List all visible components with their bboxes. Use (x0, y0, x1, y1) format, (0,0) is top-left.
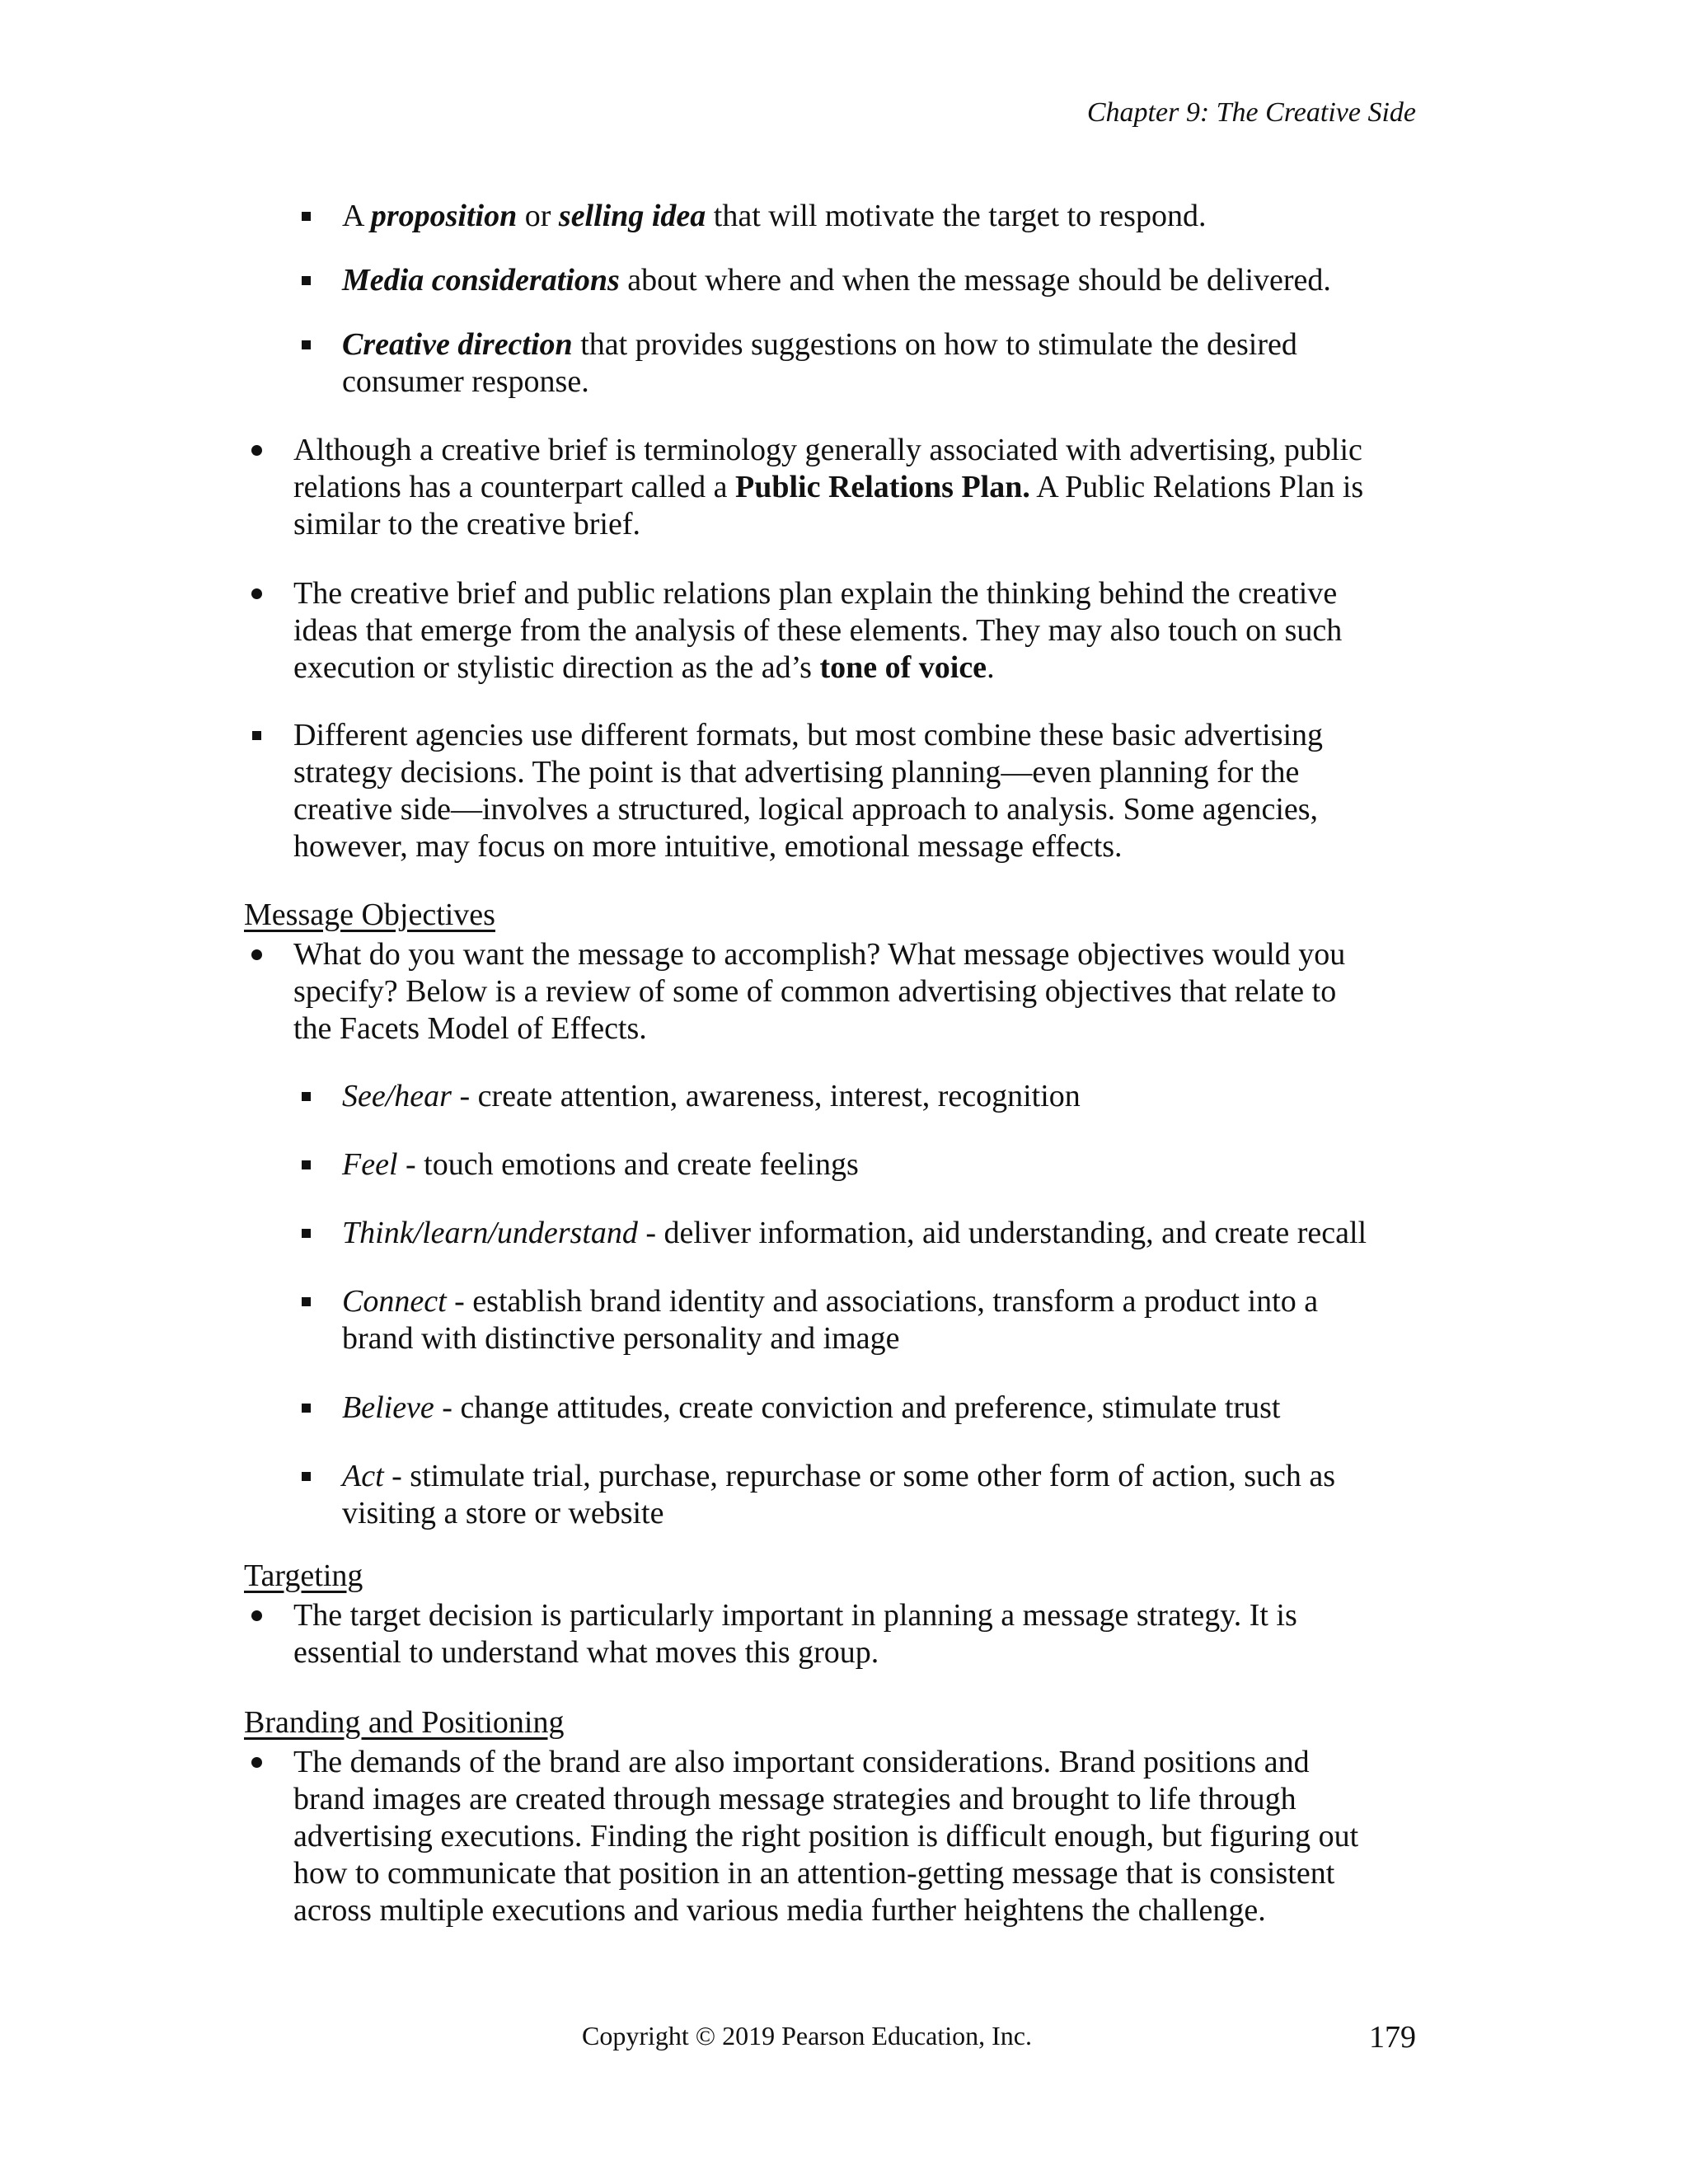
page-number: 179 (1369, 2020, 1416, 2055)
list-item-text: The demands of the brand are also important considerations. Brand positions and brand images are created through message strategies and brought to life through advertising executions. Finding the right position is difficult enough, but figuring out how to communicate that position in an attention-getting message that is consistent across multiple executions and various media further heightens the challenge. (293, 1745, 1359, 1928)
copyright-notice: Copyright © 2019 Pearson Education, Inc. (582, 2021, 1032, 2050)
list-item-text: A proposition or selling idea that will motivate the target to respond. (342, 199, 1207, 233)
section-heading: Message Objectives (244, 898, 495, 932)
list-item-text: Think/learn/understand - deliver information, aid understanding, and create recall (342, 1216, 1367, 1250)
list-item-text: Creative direction that provides suggestions on how to stimulate the desired consumer response. (342, 327, 1297, 399)
list-item-text: See/hear - create attention, awareness, interest, recognition (342, 1079, 1081, 1113)
list-item-text: Feel - touch emotions and create feelings (342, 1147, 859, 1182)
running-header: Chapter 9: The Creative Side (1086, 97, 1416, 128)
list-item-text: The target decision is particularly important in planning a message strategy. It is essential to understand what moves this group. (293, 1598, 1297, 1670)
section-heading: Branding and Positioning (244, 1705, 565, 1740)
list-item-text: The creative brief and public relations plan explain the thinking behind the creative ideas that emerge from the analysis of these elements. They may also touch on such execution or stylistic direction as the ad’s tone of voice. (293, 576, 1343, 685)
list-item-text: Media considerations about where and when the message should be delivered. (342, 263, 1331, 298)
list-item-text: Although a creative brief is terminology generally associated with advertising, public relations has a counterpart called a Public Relations Plan. A Public Relations Plan is similar to the creative brief. (293, 433, 1364, 541)
list-item-text: Act - stimulate trial, purchase, repurchase or some other form of action, such as visiting a store or website (342, 1459, 1336, 1530)
list-item-text: Connect - establish brand identity and associations, transform a product into a brand with distinctive personality and image (342, 1284, 1319, 1356)
list-item-text: Believe - change attitudes, create conviction and preference, stimulate trust (342, 1390, 1281, 1425)
section-heading: Targeting (244, 1558, 363, 1593)
list-item-text: Different agencies use different formats, but most combine these basic advertising strategy decisions. The point is that advertising planning—even planning for the creative side—involves a structured, logical approach to analysis. Some agencies, however, may focus on more intuitive, emotional message effects. (293, 718, 1324, 864)
list-item-text: What do you want the message to accomplish? What message objectives would you specify? Below is a review of some of common advertising objectives that relate to the Facets Model of Effects. (293, 937, 1346, 1046)
